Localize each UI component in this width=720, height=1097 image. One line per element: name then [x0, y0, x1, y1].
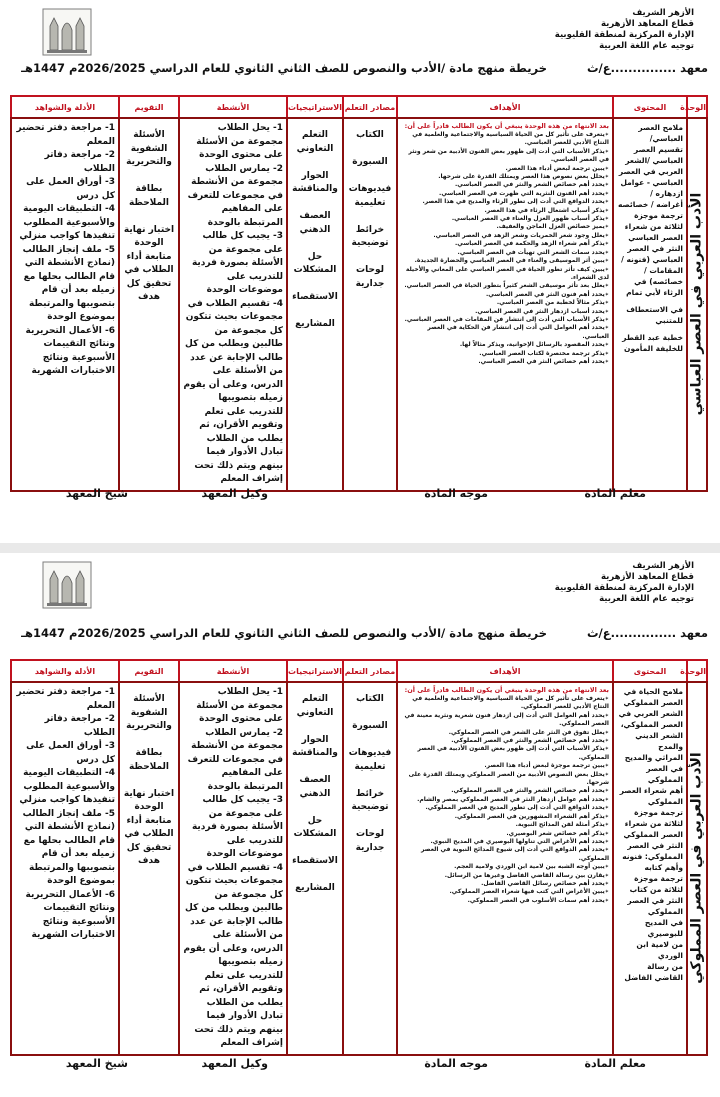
col-header-evidence: الأدلة والشواهد [11, 660, 119, 682]
table-row [11, 682, 707, 1055]
assessment-item: بطاقة الملاحظة [128, 184, 170, 208]
goal-item: ✶ يتعرف على تأثير كل من الحياة السياسية والاجتماعية والعلمية في النتاج الأدبي للعصر المملوكي. [401, 695, 609, 712]
col-header-content: المحتوى [613, 96, 687, 118]
header-line: توجيه عام اللغة العربية [599, 41, 694, 51]
col-header-unit: الوحدة [687, 96, 707, 118]
goal-item: ✶ يذكر أمثلة لفن المدائح النبوية. [401, 821, 609, 829]
strategy-item: المشاريع [295, 883, 335, 893]
evidence-item: 2- مراجعة دفاتر الطلاب [44, 714, 115, 738]
evidence-item: 6- الأعمال التحريرية ونتائج التقييمات الأسبوعية ونتائج الاختبارات الشهرية [25, 889, 115, 940]
goal-item: ✶ يحدد أهم خصائص الشعر والنثر في العصر المملوكي. [401, 787, 609, 795]
evidence-item: 3- أوراق العمل على كل درس [26, 741, 115, 765]
evidence-cell [11, 682, 119, 1055]
goal-item: ✶ يحدد أسباب ازدهار النثر في العصر العباسي. [401, 308, 609, 316]
goal-item: ✶ يذكر أهم خصائص شعر البوصيري. [401, 830, 609, 838]
curriculum-sheet-abbasid [0, 0, 720, 543]
header-line: الأزهر الشريف [632, 8, 694, 18]
evidence-item: 2- مراجعة دفاتر الطلاب [44, 150, 115, 174]
content-item: الشعر العربي في العصر المملوكي، الشعر الديني والمدح [618, 709, 683, 751]
activity-item: 3- يجيب كل طالب على مجموعة من الأسئلة بصورة فردية للتدريب على موضوعات الوحدة [191, 795, 283, 859]
col-header-strategies: الاستراتيجيات [287, 660, 343, 682]
strategy-item: حل المشكلات [293, 815, 337, 839]
goals-cell [397, 682, 613, 1055]
signature-supervisor: موجه المادة [424, 487, 488, 500]
goal-item: ✶ يتعرف على تأثير كل من الحياة السياسية والاجتماعية والعلمية في النتاج الأدبي للعصر العباسي. [401, 131, 609, 148]
content-item: المراثي والمديح في العصر المملوكي [624, 753, 683, 784]
page-title: خريطة منهج مادة /الأدب والنصوص للصف الثاني الثانوي للعام الدراسي 2026/2025م 1447هـ [21, 625, 547, 640]
goal-item: ✶ يميز خصائص الغزل الماجن والعفيف. [401, 223, 609, 231]
header-lines [555, 8, 694, 52]
col-header-sources: مصادر التعلم [343, 660, 397, 682]
header-line: الإدارة المركزية لمنطقة القليوبية [554, 583, 694, 593]
unit-cell [687, 682, 707, 1055]
goal-item: ✶ يبين الأغراض التي كتب فيها شعراء العصر المملوكي. [401, 888, 609, 896]
source-item: لوحات جدارية [355, 265, 385, 289]
goal-item: ✶ يبين ترجمة لبعض أدباء هذا العصر. [401, 165, 609, 173]
signature-supervisor: موجه المادة [424, 1057, 488, 1070]
assessment-item: متابعة أداء الطلاب في تحقيق كل هدف [124, 815, 174, 866]
curriculum-table [10, 95, 708, 492]
content-item: النثر في العصر العباسي (فنونه / المقامات / خصائصه) في الرثاء لأبي تمام [621, 244, 683, 297]
activity-item: 2- يمارس الطلاب مجموعة من الأنشطة في مجموعات للتعرف على المفاهيم المرتبطة بالوحدة [187, 727, 283, 792]
strategy-item: الحوار والمناقشة [292, 734, 338, 758]
content-cell [613, 682, 687, 1055]
goal-item: ✶ يذكر الأسباب التي أدت إلى ظهور بعض الفنون الأدبية في العصر المملوكي. [401, 745, 609, 762]
col-header-goals: الأهداف [397, 660, 613, 682]
strategy-item: العصف الذهني [299, 211, 331, 235]
goal-item: ✶ يحدد سمات الشعر التي تهيأت في العصر العباسي. [401, 249, 609, 257]
goal-item: ✶ يقارن بين رسالة القاضي الفاضل وغيرها من الرسائل. [401, 872, 609, 880]
source-item: الكتاب [356, 130, 384, 140]
goal-item: ✶ يبين أثر الموسيقى والغناء في العصر العباسي والحضارة الجديدة. [401, 257, 609, 265]
goal-item: ✶ يحدد أهم خصائص النثر في العصر العباسي. [401, 358, 609, 366]
content-item: أغراضه / خصائصه ترجمة موجزة لثلاثة من شعراء العصر العباسي [617, 200, 683, 242]
goal-item: ✶ يحدد أهم فنون النثر في العصر العباسي. [401, 291, 609, 299]
strategies-cell [287, 118, 343, 491]
activities-cell [179, 682, 287, 1055]
institute-label: معهد ...............ع/ث [587, 625, 708, 640]
strategy-item: المشاريع [295, 319, 335, 329]
evidence-item: 1- مراجعة دفتر تحضير المعلم [16, 123, 115, 147]
title-row [14, 625, 708, 643]
goal-item: ✶ يحدد أهم العوامل التي أدت إلى انتشار فن الحكاية في العصر العباسي. [401, 324, 609, 341]
goals-cell [397, 118, 613, 491]
signatures-row [0, 1057, 720, 1077]
strategy-item: الحوار والمناقشة [292, 170, 338, 194]
goal-item: ✶ يذكر الأسباب التي أدت إلى انتشار فن المقامات في العصر العباسي. [401, 316, 609, 324]
goal-item: ✶ يحدد أهم خصائص الشعر والنثر في العصر العباسي. [401, 181, 609, 189]
source-item: فيديوهات تعليمية [348, 184, 392, 208]
activity-item: 4- تقسيم الطلاب في مجموعات بحيث تتكون كل مجموعة من طالبين ويطلب من كل طالب الإجابة عن عدد من الأسئلة على الدرس، وعلى أن يقوم زميله بتصويبها للتدريب على تعلم وتقويم الأقران، ثم يطلب من الطلاب تبادل الأدوار فيما بينهم ويتم ذلك تحت إشراف المعلم [183, 862, 283, 1048]
content-item: ترجمة موجزة لثلاثة من كتاب النثر في العصر المملوكي [627, 874, 683, 916]
activities-cell [179, 118, 287, 491]
goals-intro: بعد الانتهاء من هذه الوحدة ينبغي أن يكون الطالب قادراً على أن: [404, 122, 609, 130]
institute-label: معهد ...............ع/ث [587, 60, 708, 75]
goal-item: ✶ يذكر أهم شعراء الزهد والحكمة في العصر العباسي. [401, 240, 609, 248]
col-header-strategies: الاستراتيجيات [287, 96, 343, 118]
signature-head: شيخ المعهد [65, 1057, 128, 1070]
evidence-item: 5- ملف إنجاز الطالب (نماذج الأنشطة التي قام الطالب بحلها مع زميله بعد أن قام بتصويبها والمرتبطة بموضوع الوحدة [22, 808, 115, 886]
goal-item: ✶ يعلل تفوق فن النثر على الشعر في العصر المملوكي. [401, 729, 609, 737]
goal-item: ✶ يحدد أهم خصائص رسائل القاضي الفاضل. [401, 880, 609, 888]
content-item: من رسالة القاضي الفاضل [624, 962, 683, 982]
activity-item: 1- يحل الطلاب مجموعة من الأسئلة على محتوى الوحدة [196, 123, 283, 160]
activity-item: 1- يحل الطلاب مجموعة من الأسئلة على محتوى الوحدة [196, 687, 283, 724]
sources-cell [343, 118, 397, 491]
content-item: ملامح الحياة في العصر المملوكي [623, 687, 683, 707]
goal-item: ✶ يحدد المقصود بالرسائل الإخوانية، ويذكر مثالاً لها. [401, 341, 609, 349]
goal-item: ✶ يحدد أهم العوامل التي أدت إلى ازدهار فنون شعرية ونثرية معينة في العصر المملوكي. [401, 712, 609, 729]
col-header-assessment: التقويم [119, 660, 179, 682]
content-item: تقسيم العصر العباسي /الشعر العربي في العصر العباسي - عوامل ازدهاره / [618, 145, 683, 198]
sources-cell [343, 682, 397, 1055]
col-header-activities: الأنشطة [179, 96, 287, 118]
assessment-item: اختبار نهاية الوحدة [123, 224, 175, 248]
signature-deputy: وكيل المعهد [201, 1057, 268, 1070]
evidence-item: 4- التطبيقات اليومية والأسبوعية المطلوب تنفيذها كواجب منزلي [19, 204, 115, 241]
content-cell [613, 118, 687, 491]
strategy-item: العصف الذهني [299, 775, 331, 799]
content-item: في الاستعطاف للمتنبي [626, 305, 683, 325]
goal-item: ✶ يذكر أسباب ظهور الغزل والغناء في العصر العباسي. [401, 215, 609, 223]
signatures-row [0, 487, 720, 507]
source-item: السبورة [352, 721, 388, 731]
col-header-assessment: التقويم [119, 96, 179, 118]
col-header-content: المحتوى [613, 660, 687, 682]
al-azhar-logo [42, 561, 92, 609]
goal-item: ✶ يحلل بعض النصوص الأدبية من العصر المملوكي ويمتلك القدرة على شرحها. [401, 771, 609, 788]
page-title: خريطة منهج مادة /الأدب والنصوص للصف الثاني الثانوي للعام الدراسي 2026/2025م 1447هـ [21, 60, 547, 75]
assessment-item: متابعة أداء الطلاب في تحقيق كل هدف [124, 251, 174, 302]
content-item: أهم شعراء العصر المملوكي [619, 786, 683, 806]
signature-head: شيخ المعهد [65, 487, 128, 500]
curriculum-sheet-mamluk [0, 553, 720, 1097]
strategy-item: حل المشكلات [293, 251, 337, 275]
header-line: الأزهر الشريف [632, 561, 694, 571]
content-item: ترجمة موجزة لثلاثة من شعراء العصر المملوكي [623, 808, 683, 839]
strategy-item: التعلم التعاوني [296, 694, 334, 718]
col-header-activities: الأنشطة [179, 660, 287, 682]
evidence-item: 1- مراجعة دفتر تحضير المعلم [16, 687, 115, 711]
content-item: النثر في العصر المملوكي: فنونه وأهم كتابه [622, 841, 683, 872]
col-header-evidence: الأدلة والشواهد [11, 96, 119, 118]
table-header-row [11, 660, 707, 682]
goal-item: ✶ يعلل وجود شعر الخمريات وشعر الزهد في العصر العباسي. [401, 232, 609, 240]
assessment-cell [119, 682, 179, 1055]
goal-item: ✶ يذكر الأسباب التي أدت إلى ظهور بعض الفنون الأدبية من شعر ونثر في العصر العباسي. [401, 148, 609, 165]
strategy-item: الاستقصاء [292, 292, 338, 302]
signature-deputy: وكيل المعهد [201, 487, 268, 500]
evidence-item: 3- أوراق العمل على كل درس [26, 177, 115, 201]
goal-item: ✶ يذكر ترجمة مختصرة لكتاب العصر العباسي. [401, 350, 609, 358]
header-line: توجيه عام اللغة العربية [599, 594, 694, 604]
goal-item: ✶ يحدد أهم خصائص الشعر والنثر في العصر المملوكي. [401, 737, 609, 745]
evidence-cell [11, 118, 119, 491]
header-line: قطاع المعاهد الأزهرية [600, 19, 694, 29]
goal-item: ✶ يبين أوجه الشبه بين لامية ابن الوردي ولامية العجم. [401, 863, 609, 871]
content-item: ملامح العصر العباسي/ [638, 123, 683, 143]
source-item: لوحات جدارية [355, 829, 385, 853]
goal-item: ✶ يعلل بعد تأثر موسيقى الشعر كثيراً بتطور الحياة في العصر العباسي. [401, 282, 609, 290]
goal-item: ✶ يبين كيف تأثر تطور الحياة في العصر العباسي على المعاني والأخيلة لدى الشعراء. [401, 266, 609, 283]
title-row [14, 60, 708, 78]
assessment-cell [119, 118, 179, 491]
assessment-item: الأسئلة الشفوية والتحريرية [126, 694, 172, 731]
assessment-item: الأسئلة الشفوية والتحريرية [126, 130, 172, 167]
activity-item: 3- يجيب كل طالب على مجموعة من الأسئلة بصورة فردية للتدريب على موضوعات الوحدة [191, 231, 283, 295]
strategies-cell [287, 682, 343, 1055]
curriculum-table [10, 659, 708, 1056]
content-item: خطبة عبد القطر للخليفة المأمون [622, 333, 683, 353]
goal-item: ✶ يحدد الدوافع التي أدت إلى تطور الرثاء والمديح في هذا العصر. [401, 198, 609, 206]
content-item: من لامية ابن الوردي [636, 940, 683, 960]
source-item: السبورة [352, 157, 388, 167]
header-line: قطاع المعاهد الأزهرية [600, 572, 694, 582]
goal-item: ✶ يذكر مثالاً لخطبة من العصر العباسي. [401, 299, 609, 307]
assessment-item: بطاقة الملاحظة [128, 748, 170, 772]
assessment-item: اختبار نهاية الوحدة [123, 788, 175, 812]
goals-intro: بعد الانتهاء من هذه الوحدة ينبغي أن يكون الطالب قادراً على أن: [404, 686, 609, 694]
goal-item: ✶ يبين ترجمة موجزة لبعض أدباء هذا العصر. [401, 762, 609, 770]
source-item: فيديوهات تعليمية [348, 748, 392, 772]
col-header-goals: الأهداف [397, 96, 613, 118]
goal-item: ✶ يحدد أهم سمات الأسلوب في العصر المملوكي. [401, 897, 609, 905]
goal-item: ✶ يحدد أهم الدوافع التي أدت إلى شيوع المدائح النبوية في العصر المملوكي. [401, 846, 609, 863]
al-azhar-logo [42, 8, 92, 56]
unit-title: الأدب العربي في العصر العباسي [688, 192, 705, 416]
goal-item: ✶ يحدد أهم الفنون النثرية التي ظهرت في العصر العباسي. [401, 190, 609, 198]
source-item: خرائط توضيحية [351, 788, 389, 812]
source-item: خرائط توضيحية [351, 224, 389, 248]
header-lines [555, 561, 694, 605]
content-item: في المديح للبوصيري [644, 918, 683, 938]
evidence-item: 4- التطبيقات اليومية والأسبوعية المطلوب تنفيذها كواجب منزلي [19, 768, 115, 805]
evidence-item: 5- ملف إنجاز الطالب (نماذج الأنشطة التي قام الطالب بحلها مع زميله بعد أن قام بتصويبها والمرتبطة بموضوع الوحدة [22, 244, 115, 322]
activity-item: 2- يمارس الطلاب مجموعة من الأنشطة في مجموعات للتعرف على المفاهيم المرتبطة بالوحدة [187, 163, 283, 228]
table-header-row [11, 96, 707, 118]
header-line: الإدارة المركزية لمنطقة القليوبية [554, 30, 694, 40]
table-row [11, 118, 707, 491]
unit-cell [687, 118, 707, 491]
activity-item: 4- تقسيم الطلاب في مجموعات بحيث تتكون كل مجموعة من طالبين ويطلب من كل طالب الإجابة عن عدد من الأسئلة على الدرس، وعلى أن يقوم زميله بتصويبها للتدريب على تعلم وتقويم الأقران، ثم يطلب من الطلاب تبادل الأدوار فيما بينهم ويتم ذلك تحت إشراف المعلم [183, 298, 283, 484]
signature-teacher: معلم المادة [584, 1057, 646, 1070]
source-item: الكتاب [356, 694, 384, 704]
strategy-item: الاستقصاء [292, 856, 338, 866]
unit-title: الأدب العربي في العصر المملوكي [688, 752, 705, 984]
strategy-item: التعلم التعاوني [296, 130, 334, 154]
evidence-item: 6- الأعمال التحريرية ونتائج التقييمات الأسبوعية ونتائج الاختبارات الشهرية [25, 325, 115, 376]
goal-item: ✶ يحدد أهم الأغراض التي تناولها البوصيري في المديح النبوي. [401, 838, 609, 846]
goal-item: ✶ يحلل بعض نصوص هذا العصر ويمتلك القدرة على شرحها. [401, 173, 609, 181]
col-header-sources: مصادر التعلم [343, 96, 397, 118]
goal-item: ✶ يذكر أسباب اشتغال الرثاء في هذا العصر. [401, 207, 609, 215]
signature-teacher: معلم المادة [584, 487, 646, 500]
goal-item: ✶ يذكر أهم الشعراء المشهورين في العصر المملوكي. [401, 813, 609, 821]
goal-item: ✶ يحدد الدوافع التي أدت إلى تطور المديح في العصر المملوكي. [401, 804, 609, 812]
goal-item: ✶ يحدد أهم عوامل ازدهار النثر في العصر المملوكي بمصر والشام. [401, 796, 609, 804]
col-header-unit: الوحدة [687, 660, 707, 682]
